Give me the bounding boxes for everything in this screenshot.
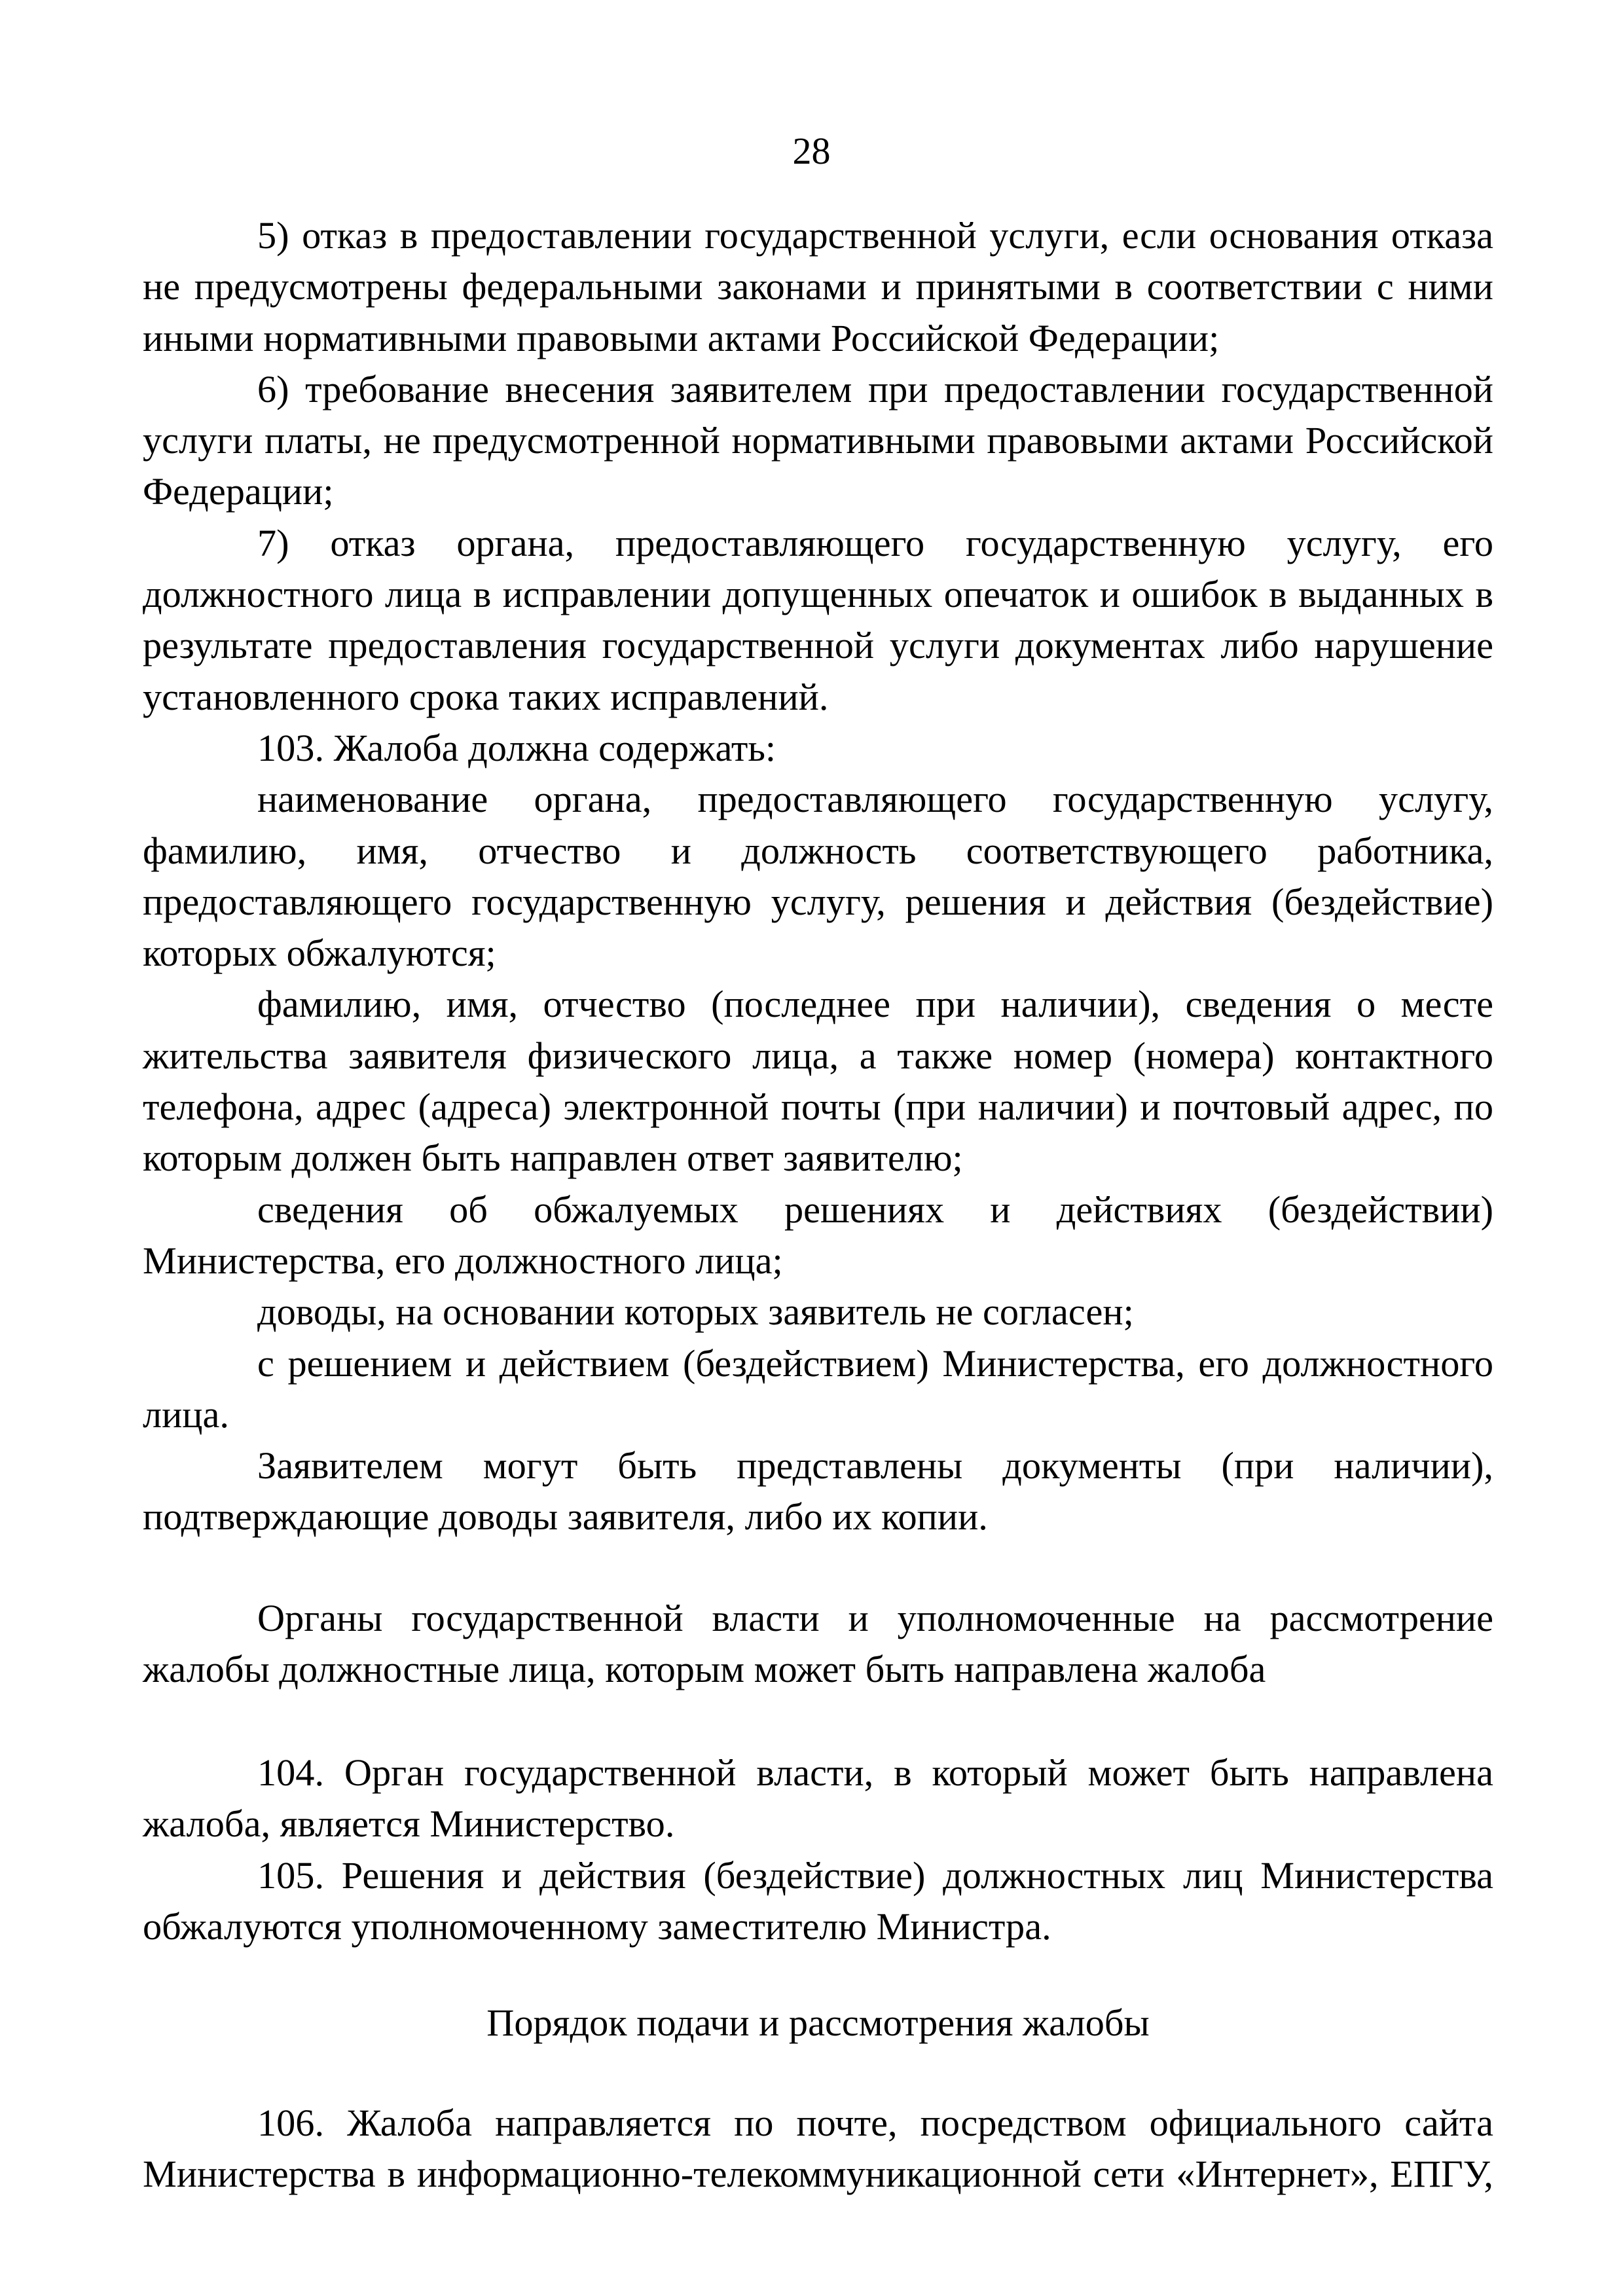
- paragraph: сведения об обжалуемых решениях и действиях (бездействии) Министерства, его должностного лица;: [143, 1188, 1493, 1282]
- section-authorities: [143, 1747, 1493, 1952]
- paragraph: 106. Жалоба направляется по почте, посредством официального сайта Министерства в информационно-телекоммуникационной сети «Интернет», ЕПГУ,: [143, 2102, 1493, 2196]
- paragraph: с решением и действием (бездействием) Министерства, его должностного лица.: [143, 1341, 1493, 1436]
- section-complaint-grounds: [143, 210, 1493, 1543]
- paragraph: 6) требование внесения заявителем при предоставлении государственной услуги платы, не предусмотренной нормативными правовыми актами Российской Федерации;: [143, 367, 1493, 513]
- section-heading-authorities: [143, 1593, 1493, 1696]
- page-number: 28: [792, 130, 831, 172]
- section-procedure: [143, 2098, 1493, 2200]
- paragraph: Заявителем могут быть представлены документы (при наличии), подтверждающие доводы заявителя, либо их копии.: [143, 1444, 1493, 1539]
- paragraph: 7) отказ органа, предоставляющего государственную услугу, его должностного лица в исправлении допущенных опечаток и ошибок в выданных в результате предоставления государственной услуги документах либо нарушение установленного срока таких исправлений.: [143, 521, 1493, 718]
- paragraph: 105. Решения и действия (бездействие) должностных лиц Министерства обжалуются уполномоченному заместителю Министра.: [143, 1853, 1493, 1948]
- paragraph: фамилию, имя, отчество (последнее при наличии), сведения о месте жительства заявителя физического лица, а также номер (номера) контактного телефона, адрес (адреса) электронной почты (при наличии) и почтовый адрес, по которым должен быть направлен ответ заявителю;: [143, 983, 1493, 1180]
- paragraph: наименование органа, предоставляющего государственную услугу, фамилию, имя, отчество и должность соответствующего работника, предоставляющего государственную услугу, решения и действия (бездействие) которых обжалуются;: [143, 778, 1493, 975]
- paragraph: 5) отказ в предоставлении государственной услуги, если основания отказа не предусмотрены федеральными законами и принятыми в соответствии с ними иными нормативными правовыми актами Российской Федерации;: [143, 214, 1493, 359]
- section-heading: Порядок подачи и рассмотрения жалобы: [486, 2001, 1150, 2044]
- paragraph: доводы, на основании которых заявитель не согласен;: [257, 1290, 1134, 1334]
- section-heading-procedure: [143, 1997, 1493, 2049]
- section-heading: Органы государственной власти и уполномоченные на рассмотрение жалобы должностные лица, которым может быть направлена жалоба: [143, 1597, 1493, 1691]
- paragraph: 103. Жалоба должна содержать:: [257, 726, 776, 769]
- paragraph: 104. Орган государственной власти, в который может быть направлена жалоба, является Министерство.: [143, 1751, 1493, 1846]
